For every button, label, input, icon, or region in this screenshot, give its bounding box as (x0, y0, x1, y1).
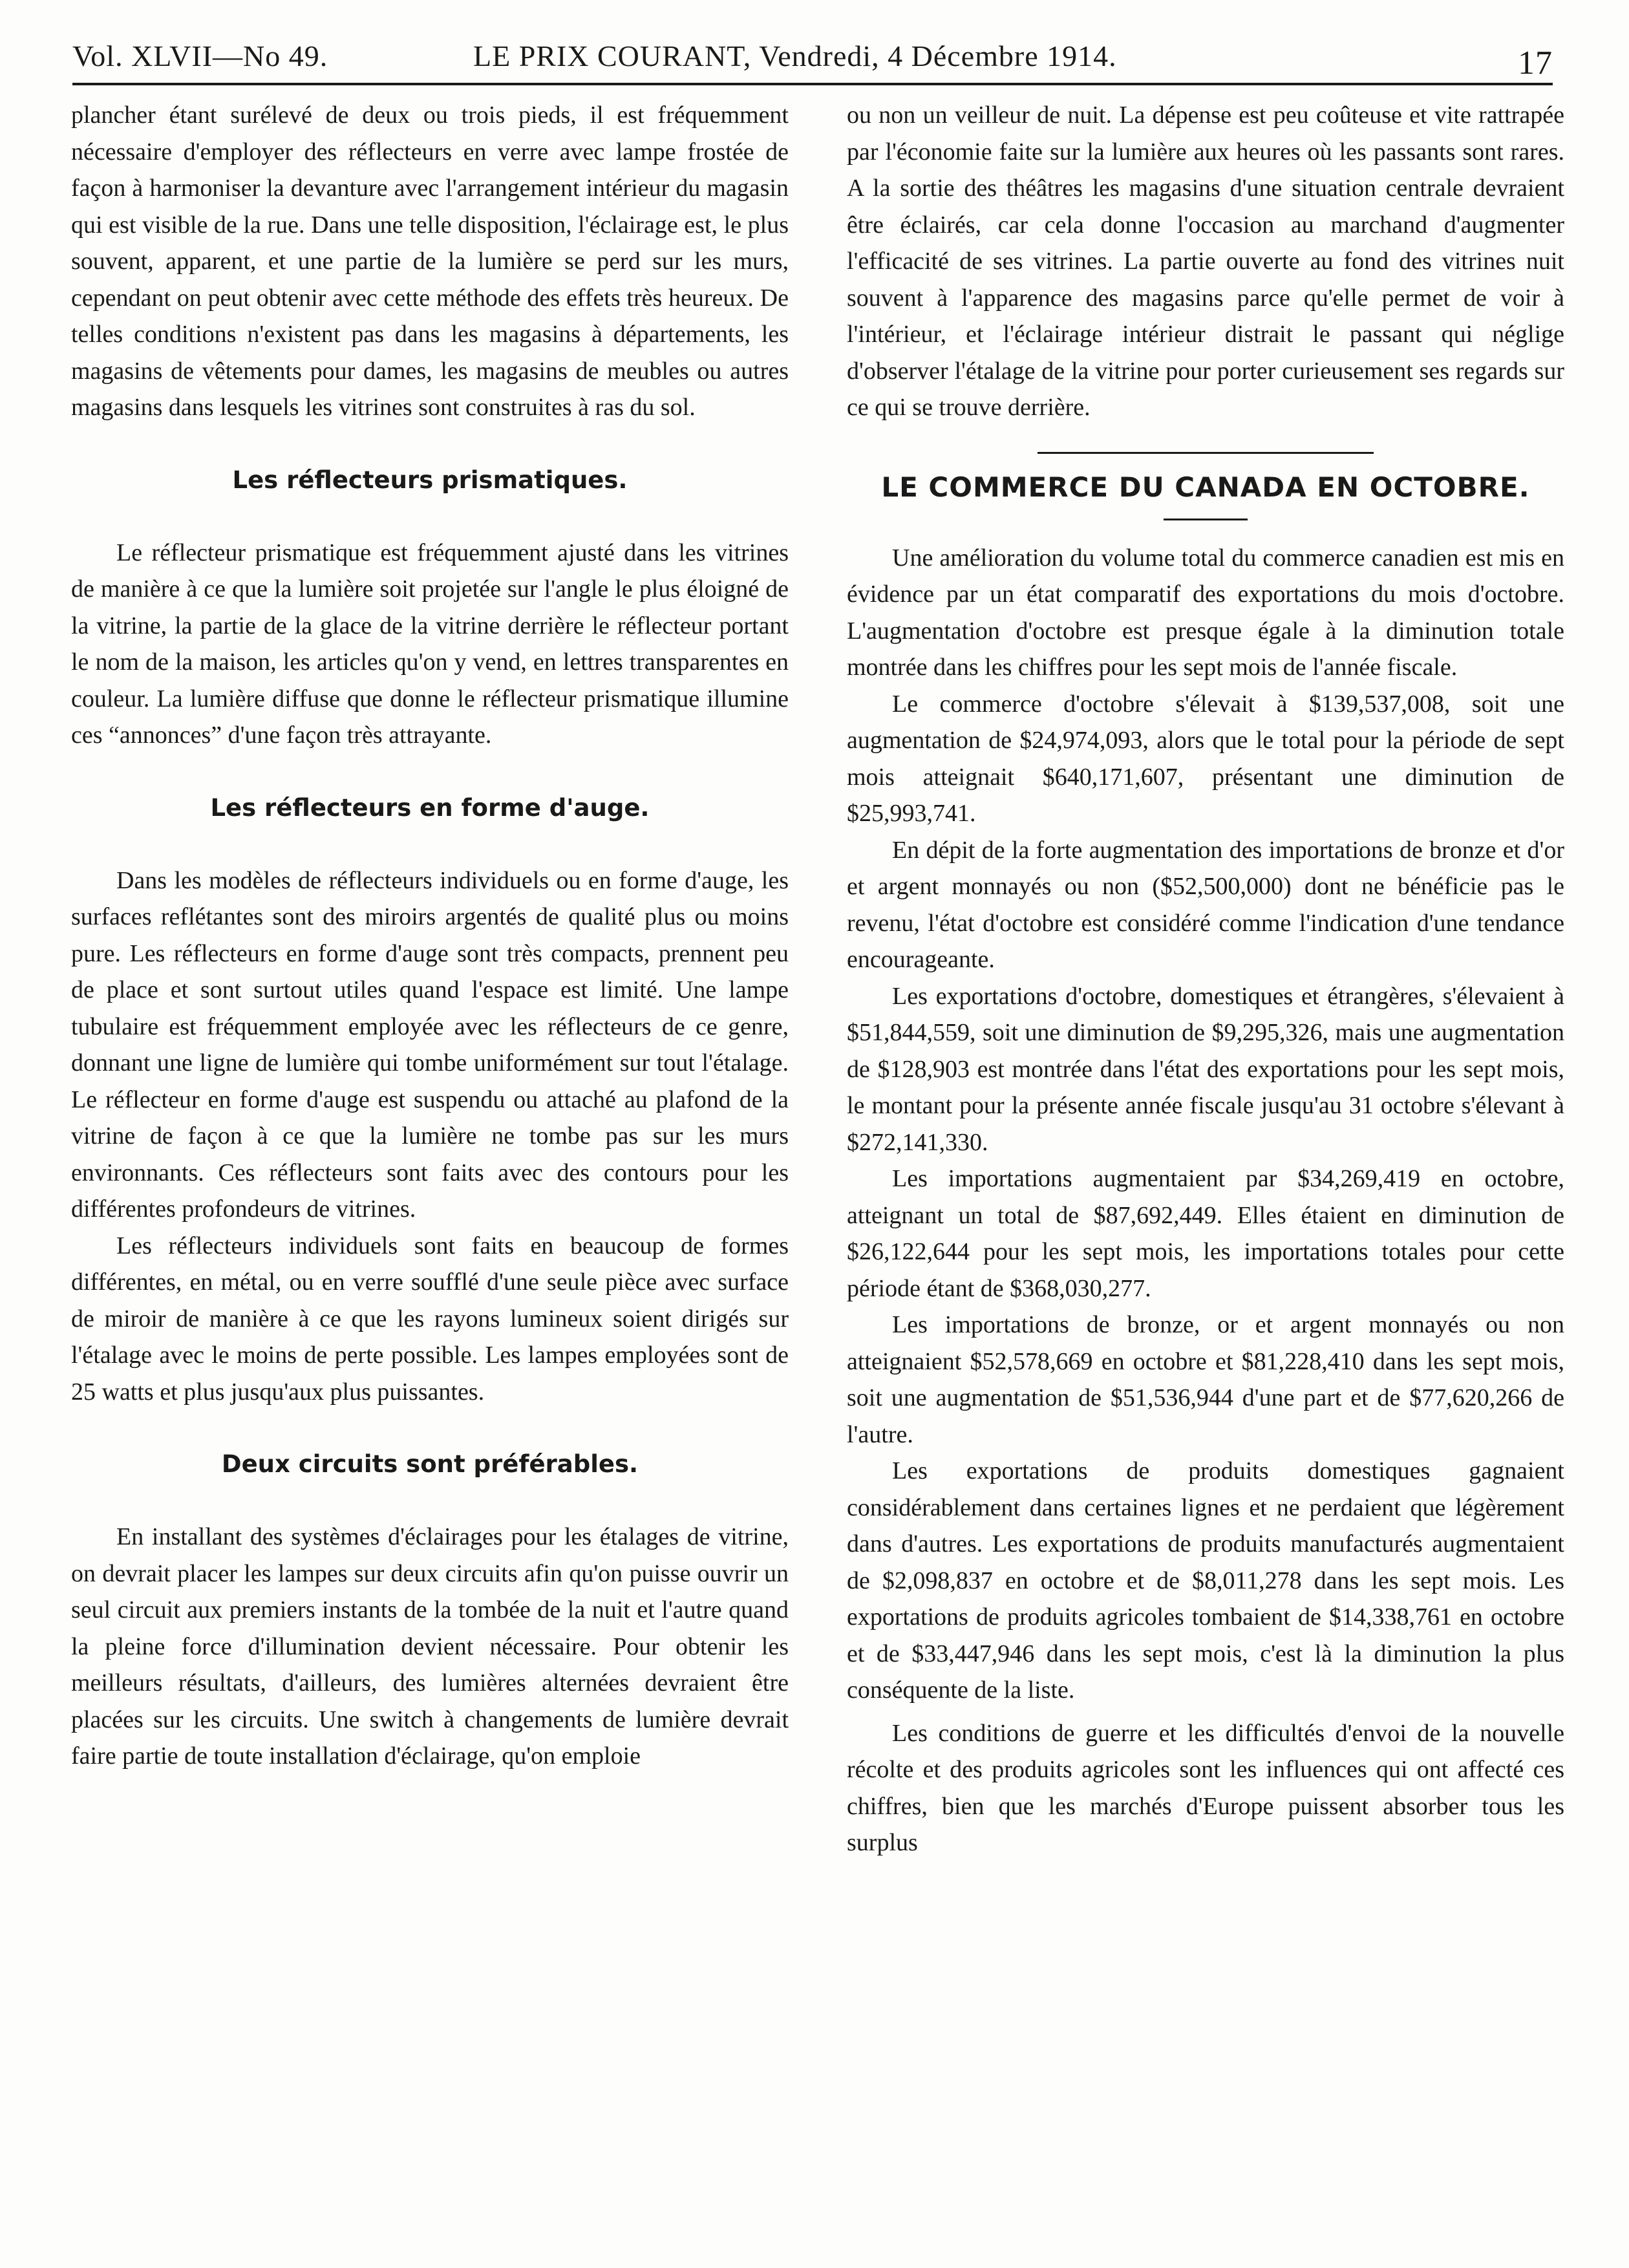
subheading-trough: Les réflecteurs en forme d'auge. (210, 793, 650, 822)
paragraph: Le commerce d'octobre s'élevait à $139,537,008, soit une augmentation de $24,974,093, alors que le total pour la période de sept mois atteignait $640,171,607, présentant une diminution de $25,993,741. (847, 690, 1564, 827)
paragraph: Les exportations d'octobre, domestiques et étrangères, s'élevaient à $51,844,559, soit une diminution de $9,295,326, mais une augmentation de $128,903 est montrée dans l'état des exportations pour les sept mois, le montant pour la présente année fiscale jusqu'au 31 octobre s'élevant à $272,141,330. (847, 982, 1564, 1156)
paragraph: En dépit de la forte augmentation des importations de bronze et d'or et argent monnayés ou non ($52,500,000) dont ne bénéficie pas le revenu, l'état d'octobre est considéré comme l'indication d'une tendance encourageante. (847, 836, 1564, 973)
subheading-circuits: Deux circuits sont préférables. (221, 1450, 639, 1478)
header-rule (72, 83, 1553, 85)
page-header (72, 27, 1553, 85)
spacer (71, 1410, 789, 1446)
spacer (847, 520, 1564, 540)
spacer (847, 1709, 1564, 1715)
volume-number: Vol. XLVII—No 49. (72, 39, 328, 72)
spacer (71, 426, 789, 462)
spacer (71, 1482, 789, 1519)
paragraph: Les importations de bronze, or et argent monnayés ou non atteignaient $52,578,669 en octobre et $81,228,410 dans les sept mois, soit une augmentation de $51,536,944 d'une part et de $77,620,266 de l'autre. (847, 1311, 1564, 1448)
section-title: LE COMMERCE DU CANADA EN OCTOBRE. (881, 471, 1530, 503)
page-number: 17 (1518, 45, 1553, 81)
spacer (847, 507, 1564, 519)
paragraph: Les conditions de guerre et les difficultés d'envoi de la nouvelle récolte et des produits agricoles sont les influences qui ont affecté ces chiffres, bien que les marchés d'Europe puissent absorber tous les surplus (847, 1719, 1564, 1856)
paragraph: Les réflecteurs individuels sont faits en beaucoup de formes différentes, en métal, ou en verre soufflé d'une seule pièce avec surface de miroir de manière à ce que les rayons lumineux soient dirigés sur l'étalage avec le moins de perte possible. Les lampes employées sont de 25 watts et plus jusqu'aux plus puissantes. (71, 1232, 789, 1406)
paragraph: Dans les modèles de réflecteurs individuels ou en forme d'auge, les surfaces reflétantes sont des miroirs argentés de qualité plus ou moins pure. Les réflecteurs en forme d'auge sont très compacts, prennent peu de place et sont surtout utiles quand l'espace est limité. Une lampe tubulaire est fréquemment employée avec les réflecteurs de ce genre, donnant une ligne de lumière qui tombe uniformément sur tout l'étalage. Le réflecteur en forme d'auge est suspendu ou attaché au plafond de la vitrine de façon à ce que la lumière ne tombe pas sur les murs environnants. Ces réflecteurs sont faits avec des contours pour les différentes profondeurs de vitrines. (71, 866, 789, 1223)
paragraph: En installant des systèmes d'éclairages pour les étalages de vitrine, on devrait placer les lampes sur deux circuits afin qu'on puisse ouvrir un seul circuit aux premiers instants de la tombée de la nuit et l'autre quand la pleine force d'illumination devient nécessaire. Pour obtenir les meilleurs résultats, d'ailleurs, des lumières alternées devraient être placées sur les circuits. Une switch à changements de lumière devrait faire partie de toute installation d'éclairage, qu'on emploie (71, 1523, 789, 1770)
paragraph: ou non un veilleur de nuit. La dépense est peu coûteuse et vite rattrapée par l'économie faite sur la lumière aux heures où les passants sont rares. A la sortie des théâtres les magasins d'une situation centrale devraient être éclairés, car cela donne l'occasion au marchand d'augmenter l'efficacité de ses vitrines. La partie ouverte au fond des vitrines nuit souvent à l'apparence des magasins parce qu'elle permet de voir à l'intérieur, et l'éclairage intérieur distrait le passant qui néglige d'observer l'étalage de la vitrine pour porter curieusement ses regards sur ce qui se trouve derrière. (847, 102, 1564, 421)
paragraph: Une amélioration du volume total du commerce canadien est mis en évidence par un état comparatif des exportations du mois d'octobre. L'augmentation d'octobre est presque égale à la diminution totale montrée dans les chiffres pour les sept mois de l'année fiscale. (847, 544, 1564, 681)
spacer (71, 826, 789, 862)
paragraph: Les importations augmentaient par $34,269,419 en octobre, atteignant un total de $87,692,449. Elles étaient en diminution de $26,122,644 pour les sept mois, les importations totales pour cette période étant de $368,030,277. (847, 1165, 1564, 1302)
spacer (71, 498, 789, 535)
spacer (847, 426, 1564, 452)
publication-title: LE PRIX COURANT, Vendredi, 4 Décembre 1914. (473, 39, 1117, 72)
right-column (847, 97, 1564, 1861)
paragraph: Les exportations de produits domestiques gagnaient considérablement dans certaines lignes et ne perdaient que légèrement dans d'autres. Les exportations de produits manufacturés augmentaient de $2,098,837 en octobre et de $8,011,278 dans les sept mois. Les exportations de produits agricoles tombaient de $14,338,761 en octobre et de $33,447,946 dans les sept mois, c'est là la diminution la plus conséquente de la liste. (847, 1457, 1564, 1704)
paragraph: plancher étant surélevé de deux ou trois pieds, il est fréquemment nécessaire d'employer des réflecteurs en verre avec lampe frostée de façon à harmoniser la devanture avec l'arrangement intérieur du magasin qui est visible de la rue. Dans une telle disposition, l'éclairage est, le plus souvent, apparent, et une partie de la lumière se perd sur les murs, cependant on peut obtenir avec cette méthode des effets très heureux. De telles conditions n'existent pas dans les magasins à départements, les magasins de vêtements pour dames, les magasins de meubles ou autres magasins dans lesquels les vitrines sont construites à ras du sol. (71, 102, 789, 421)
spacer (71, 754, 789, 790)
left-column (71, 97, 789, 1775)
paragraph: Le réflecteur prismatique est fréquemment ajusté dans les vitrines de manière à ce que la lumière soit projetée sur l'angle le plus éloigné de la vitrine, la partie de la glace de la vitrine derrière le réflecteur portant le nom de la maison, les articles qu'on y vend, en lettres transparentes en couleur. La lumière diffuse que donne le réflecteur prismatique illumine ces “annonces” d'une façon très attrayante. (71, 539, 789, 749)
subheading-prismatic: Les réflecteurs prismatiques. (232, 465, 628, 494)
spacer (847, 454, 1564, 468)
